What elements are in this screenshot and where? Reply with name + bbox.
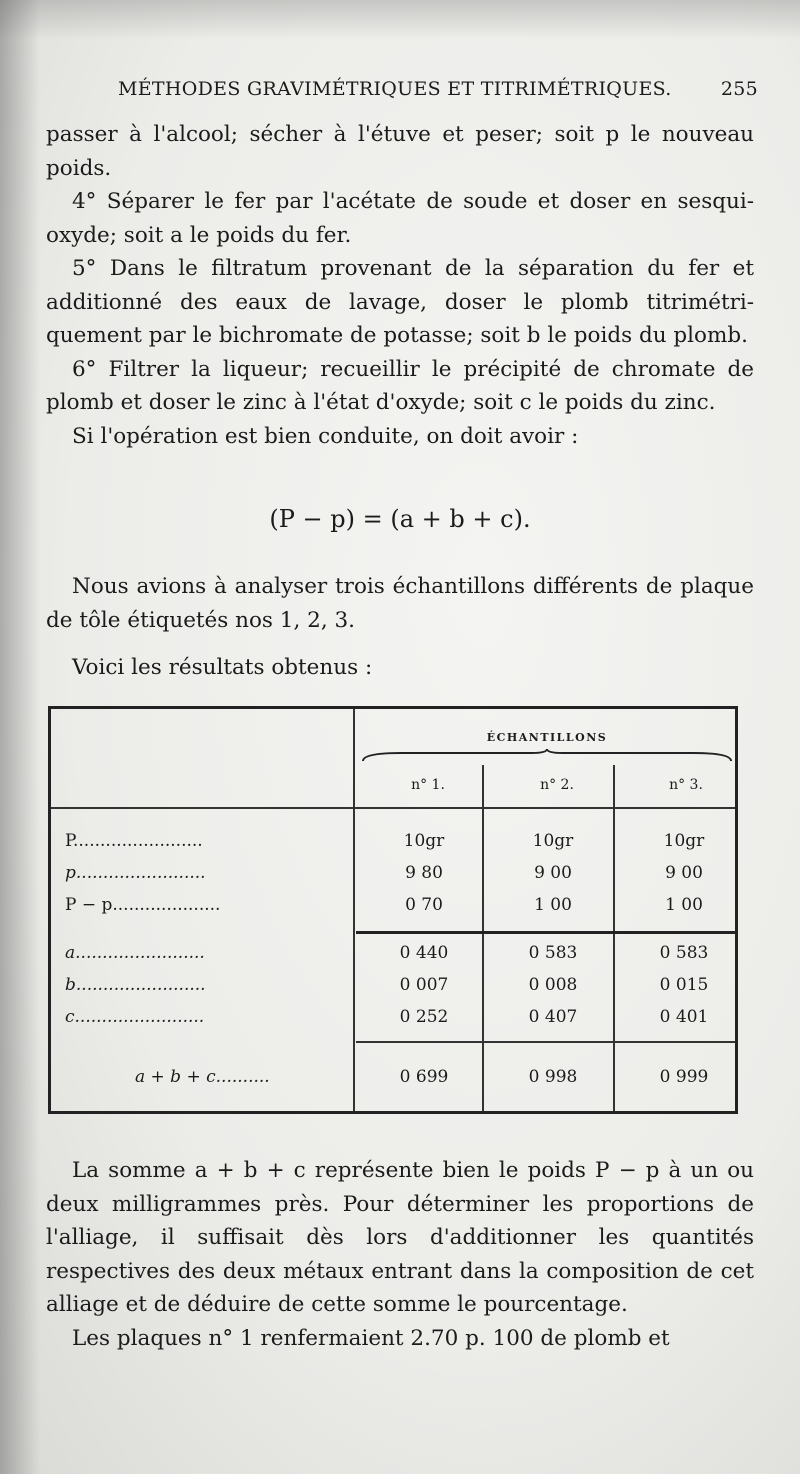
paragraph: La somme a + b + c représente bien le poids P − p à un ou deux milligrammes près. Pour déterminer les proportions de l'alliage, il suffisait dès lors d'additionner les quantités respectives des deux métaux entrant dans la composition de cet alliage et de déduire de cette somme le pourcentage. [46,1158,754,1317]
table-cell: 1 00 [665,895,703,915]
column-header: n° 3. [669,777,703,793]
table-cell: 0 999 [659,1067,709,1087]
paragraph: Voici les résultats obtenus : [72,655,373,680]
table-cell: 0 007 [399,975,449,995]
row-label: c........................ [65,1007,205,1027]
paragraph: 5° Dans le filtratum provenant de la séparation du fer et additionné des eaux de lavage, doser le plomb titrimétri-quement par le bichromate de potasse; soit b le poids du plomb. [46,256,754,348]
table-cell: 0 015 [659,975,709,995]
formula: (P − p) = (a + b + c). [269,505,531,533]
paragraph: 6° Filtrer la liqueur; recueillir le précipité de chromate de plomb et doser le zinc à l'état d'oxyde; soit c le poids du zinc. [46,356,754,415]
row-label: P − p.................... [65,895,221,915]
table-cell: 0 440 [399,943,449,963]
table-cell: 0 70 [405,895,443,915]
table-cell: 0 699 [399,1067,449,1087]
column-header: n° 1. [411,777,445,793]
table-cell: 10gr [403,831,445,851]
table-rule [51,807,735,809]
text-block-middle [46,570,754,685]
table-cell: 9 00 [534,863,572,883]
table-cell: 0 998 [528,1067,578,1087]
table-divider [353,709,355,1111]
table-cell: 9 80 [405,863,443,883]
table-group-header: ÉCHANTILLONS [486,731,608,744]
page-edge-shadow [0,0,40,1474]
table-cell: 0 252 [399,1007,449,1027]
row-label: b........................ [65,975,206,995]
paragraph: 4° Séparer le fer par l'acétate de soude et doser en sesqui-oxyde; soit a le poids du fer. [46,189,754,248]
page-number: 255 [720,78,758,100]
paragraph: passer à l'alcool; sécher à l'étuve et peser; soit p le nouveau poids. [46,122,754,181]
row-label: P........................ [65,831,203,851]
table-rule [356,931,735,934]
table-cell: 1 00 [534,895,572,915]
page-top-shadow [0,0,800,40]
paragraph: Si l'opération est bien conduite, on doit avoir : [72,423,579,449]
table-cell: 10gr [532,831,574,851]
table-cell: 0 407 [528,1007,578,1027]
table-rule [356,1041,735,1043]
table-divider [482,765,484,1111]
row-label: a + b + c.......... [135,1067,270,1087]
table-cell: 9 00 [665,863,703,883]
running-head-title: MÉTHODES GRAVIMÉTRIQUES ET TITRIMÉTRIQUES. [118,78,672,100]
brace-icon [361,749,733,763]
table-cell: 10gr [663,831,705,851]
paragraph: Les plaques n° 1 renfermaient 2.70 p. 100 de plomb et [72,1325,670,1351]
row-label: a........................ [65,943,205,963]
text-block-before [46,118,754,453]
table-cell: 0 401 [659,1007,709,1027]
table-cell: 0 008 [528,975,578,995]
row-label: p........................ [65,863,206,883]
column-header: n° 2. [540,777,574,793]
table-cell: 0 583 [528,943,578,963]
paragraph: Nous avions à analyser trois échantillons différents de plaque de tôle étiquetés nos 1, 2, 3. [46,574,754,633]
results-table [48,706,738,1114]
table-cell: 0 583 [659,943,709,963]
text-block-after [46,1154,754,1355]
table-divider [613,765,615,1111]
